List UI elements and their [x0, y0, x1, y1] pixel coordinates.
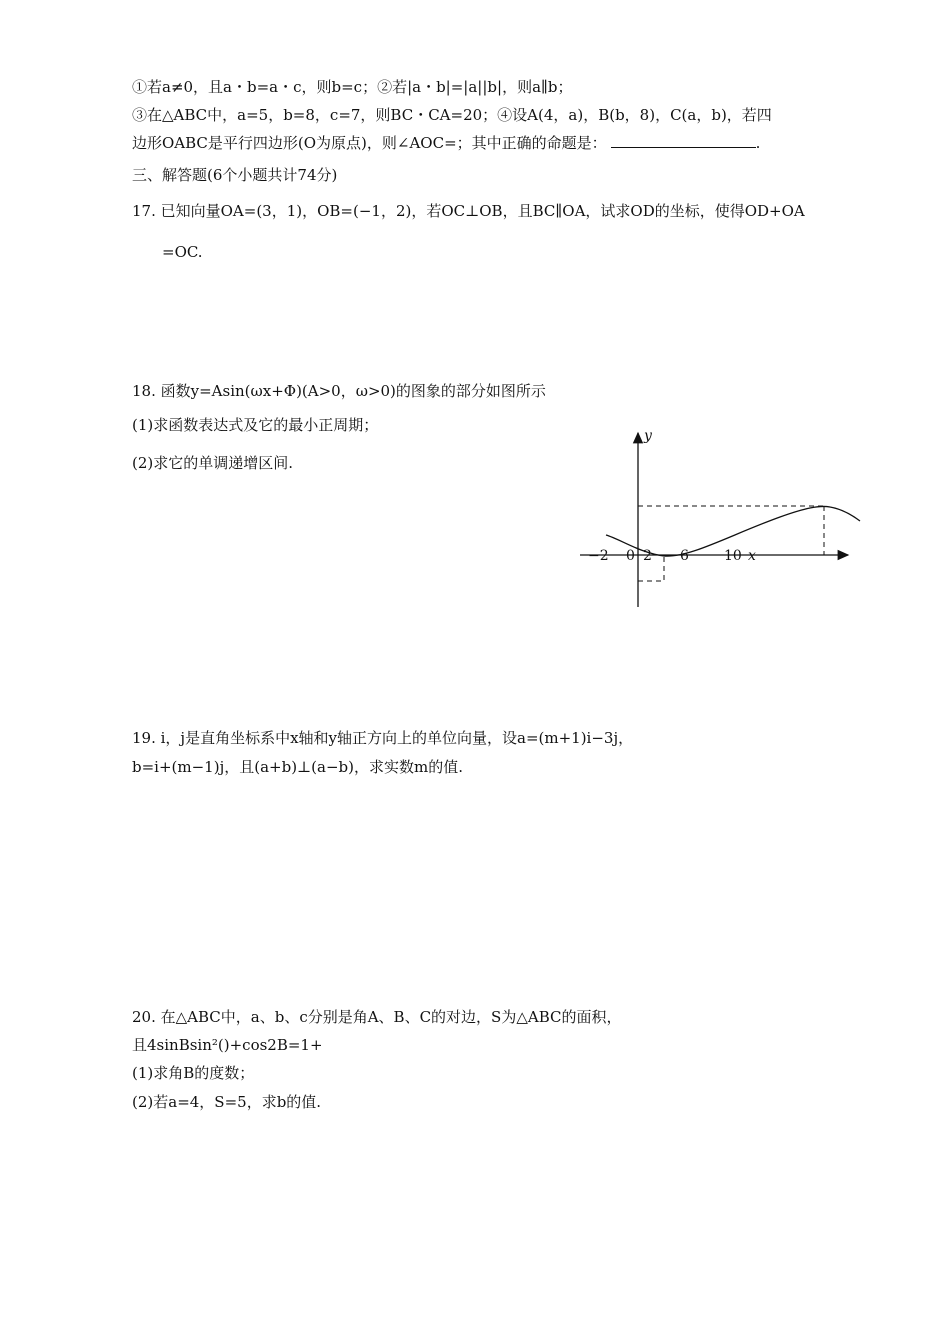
- sine-graph: [580, 425, 870, 615]
- problem-19-line-1: 19. i，j是直角坐标系中x轴和y轴正方向上的单位向量，设a=(m+1)i−3j，: [132, 729, 634, 747]
- section-heading: 三、解答题(6个小题共计74分): [132, 166, 338, 184]
- problem-17-line-1: 17. 已知向量OA=(3，1)，OB=(−1，2)，若OC⊥OB，且BC∥OA，试求OD的坐标，使得OD+OA: [132, 202, 805, 220]
- item-16-line-3-text: 边形OABC是平行四边形(O为原点)，则∠AOC=；其中正确的命题是：: [132, 134, 607, 152]
- item-16-line-2: ③在△ABC中，a=5，b=8，c=7，则BC・CA=20；④设A(4，a)，B(b，8)，C(a，b)，若四: [132, 106, 772, 124]
- tick-neg2: −2: [588, 548, 609, 564]
- problem-20-line-2: 且4sinBsin²()+cos2B=1+: [132, 1036, 323, 1054]
- y-axis-label: y: [644, 428, 652, 444]
- tick-2: 2: [643, 548, 652, 564]
- tick-6: 6: [680, 548, 689, 564]
- answer-blank[interactable]: [611, 133, 756, 148]
- item-16-line-3: [132, 133, 760, 153]
- x-axis-label: x: [748, 548, 756, 564]
- problem-19-line-2: b=i+(m−1)j，且(a+b)⊥(a−b)，求实数m的值.: [132, 758, 463, 776]
- problem-20-line-1: 20. 在△ABC中，a、b、c分别是角A、B、C的对边，S为△ABC的面积，: [132, 1008, 622, 1026]
- problem-17-line-2: =OC.: [162, 243, 203, 261]
- tick-10: 10: [724, 548, 742, 564]
- problem-18-part-2: (2)求它的单调递增区间.: [132, 454, 294, 472]
- problem-20-part-2: (2)若a=4，S=5，求b的值.: [132, 1093, 322, 1111]
- problem-18-line-1: 18. 函数y=Asin(ωx+Φ)(A>0，ω>0)的图象的部分如图所示: [132, 382, 546, 400]
- problem-20-part-1: (1)求角B的度数；: [132, 1064, 255, 1082]
- tick-0: 0: [626, 548, 635, 564]
- item-16-line-1: ①若a≠0，且a・b=a・c，则b=c；②若|a・b|=|a||b|，则a∥b；: [132, 78, 573, 96]
- item-16-line-3-tail: .: [755, 134, 761, 152]
- problem-18-part-1: (1)求函数表达式及它的最小正周期；: [132, 416, 379, 434]
